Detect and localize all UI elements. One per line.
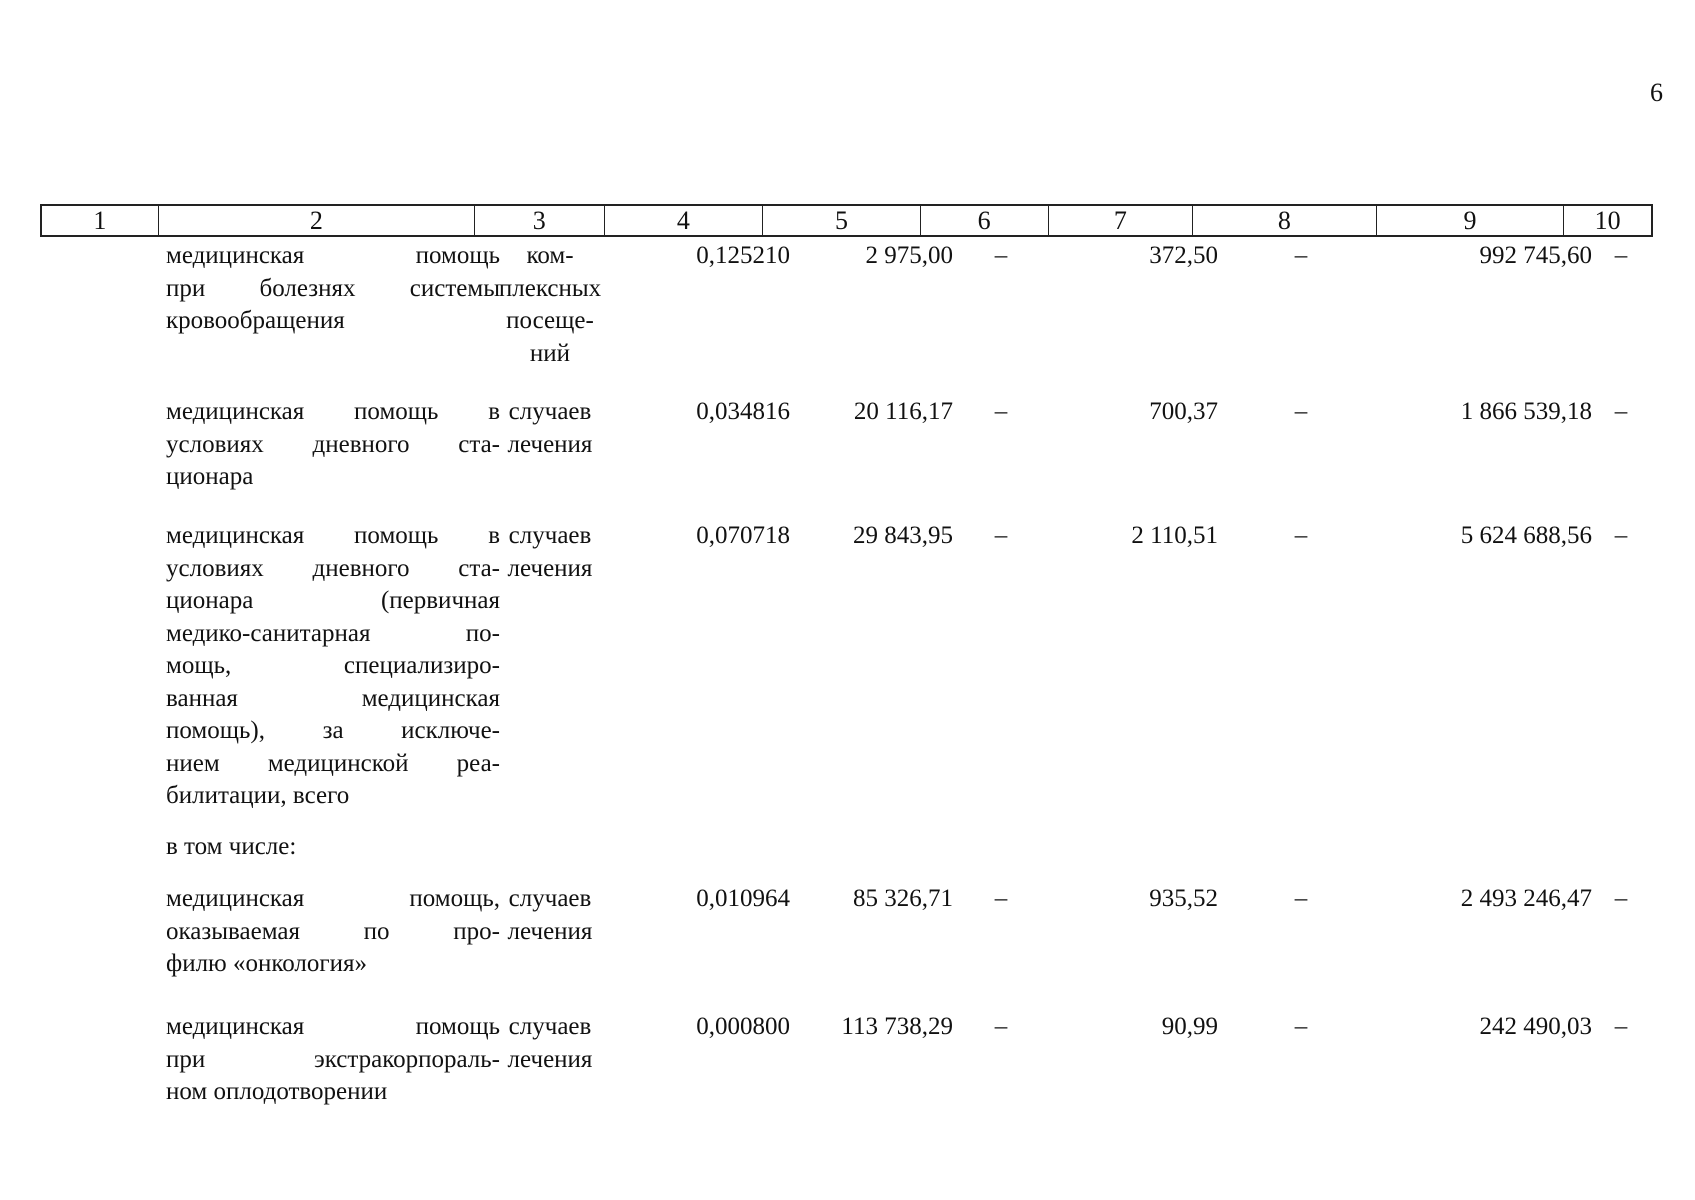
desc-line: медицинская помощь в — [166, 398, 500, 425]
cell-col-4: 0,010964 — [696, 885, 790, 912]
unit-line: лечения — [507, 554, 593, 582]
desc-line: ционара (первичная — [166, 587, 500, 614]
desc-line: при экстракорпораль- — [166, 1045, 500, 1073]
desc-line: билитации, всего — [166, 782, 350, 809]
header-col-4: 4 — [605, 206, 764, 235]
desc-line: мощь, специализиро- — [166, 652, 500, 679]
cell-col-5: 20 116,17 — [853, 398, 953, 425]
unit-line: случаев — [508, 885, 592, 912]
cell-col-10: – — [1614, 1013, 1628, 1040]
desc-line: нием медицинской реа- — [166, 749, 500, 777]
cell-col-7: 372,50 — [1149, 242, 1218, 269]
note-in-that-number: в том числе: — [166, 833, 297, 860]
cell-col-9: 5 624 688,56 — [1460, 522, 1592, 549]
cell-col-4: 0,000800 — [696, 1013, 790, 1040]
unit-line: случаев — [508, 1013, 592, 1040]
cell-col-10: – — [1614, 885, 1628, 912]
row-unit — [480, 1011, 620, 1076]
header-col-7: 7 — [1049, 206, 1194, 235]
cell-col-9: 2 493 246,47 — [1460, 885, 1592, 912]
unit-line: ком- — [526, 242, 574, 269]
row-unit — [480, 240, 620, 370]
desc-line: филю «онкология» — [166, 950, 368, 977]
desc-line: оказываемая по про- — [166, 917, 500, 945]
cell-col-8: – — [1294, 398, 1308, 425]
desc-line: медицинская помощь в — [166, 522, 500, 549]
cell-col-4: 0,070718 — [696, 522, 790, 549]
cell-col-8: – — [1294, 1013, 1308, 1040]
header-col-2: 2 — [159, 206, 475, 235]
cell-col-5: 29 843,95 — [853, 522, 953, 549]
desc-line: ном оплодотворении — [166, 1078, 388, 1105]
desc-line: кровообращения — [166, 307, 345, 334]
header-col-3: 3 — [475, 206, 605, 235]
cell-col-7: 2 110,51 — [1131, 522, 1218, 549]
row-unit — [480, 883, 620, 948]
cell-col-7: 90,99 — [1161, 1013, 1218, 1040]
row-description — [166, 883, 500, 981]
desc-line: медицинская помощь — [166, 1013, 500, 1040]
desc-line: условиях дневного ста- — [166, 554, 500, 582]
desc-line: условиях дневного ста- — [166, 430, 500, 458]
unit-line: случаев — [508, 398, 592, 425]
cell-col-10: – — [1614, 398, 1628, 425]
desc-line: медицинская помощь, — [166, 885, 500, 912]
cell-col-4: 0,034816 — [696, 398, 790, 425]
row-description — [166, 520, 500, 813]
header-col-1: 1 — [42, 206, 159, 235]
cell-col-9: 242 490,03 — [1479, 1013, 1592, 1040]
header-col-8: 8 — [1193, 206, 1377, 235]
cell-col-8: – — [1294, 885, 1308, 912]
unit-line: ний — [529, 339, 571, 367]
desc-line: ванная медицинская — [166, 684, 500, 712]
cell-col-8: – — [1294, 522, 1308, 549]
cell-col-6: – — [994, 522, 1008, 549]
unit-line: посеще- — [506, 307, 594, 334]
unit-line: лечения — [507, 1045, 593, 1073]
cell-col-8: – — [1294, 242, 1308, 269]
header-col-5: 5 — [763, 206, 921, 235]
cell-col-6: – — [994, 885, 1008, 912]
row-unit — [480, 396, 620, 461]
row-description — [166, 1011, 500, 1109]
desc-line: медико-санитарная по- — [166, 619, 500, 647]
header-col-10: 10 — [1594, 205, 1621, 235]
header-col-9: 9 — [1377, 206, 1565, 235]
cell-col-10: – — [1614, 242, 1628, 269]
cell-col-4: 0,125210 — [696, 242, 790, 269]
desc-line: медицинская помощь — [166, 242, 500, 269]
cell-col-10: – — [1614, 522, 1628, 549]
row-description — [166, 240, 500, 338]
cell-col-7: 700,37 — [1149, 398, 1218, 425]
cell-col-5: 113 738,29 — [841, 1013, 953, 1040]
unit-line: лечения — [507, 917, 593, 945]
row-unit — [480, 520, 620, 585]
desc-line: при болезнях системы — [166, 274, 500, 302]
cell-col-9: 992 745,60 — [1479, 242, 1592, 269]
cell-col-9: 1 866 539,18 — [1460, 398, 1592, 425]
unit-line: плексных — [498, 274, 602, 302]
unit-line: случаев — [508, 522, 592, 549]
row-description — [166, 396, 500, 494]
cell-col-5: 2 975,00 — [865, 242, 953, 269]
cell-col-7: 935,52 — [1149, 885, 1218, 912]
header-col-6: 6 — [921, 206, 1049, 235]
desc-line: ционара — [166, 463, 254, 490]
page-number: 6 — [1650, 78, 1663, 107]
desc-line: помощь), за исключе- — [166, 717, 500, 744]
unit-line: лечения — [507, 430, 593, 458]
cell-col-6: – — [994, 242, 1008, 269]
table-header — [40, 204, 1653, 237]
cell-col-6: – — [994, 398, 1008, 425]
cell-col-5: 85 326,71 — [853, 885, 953, 912]
cell-col-6: – — [994, 1013, 1008, 1040]
